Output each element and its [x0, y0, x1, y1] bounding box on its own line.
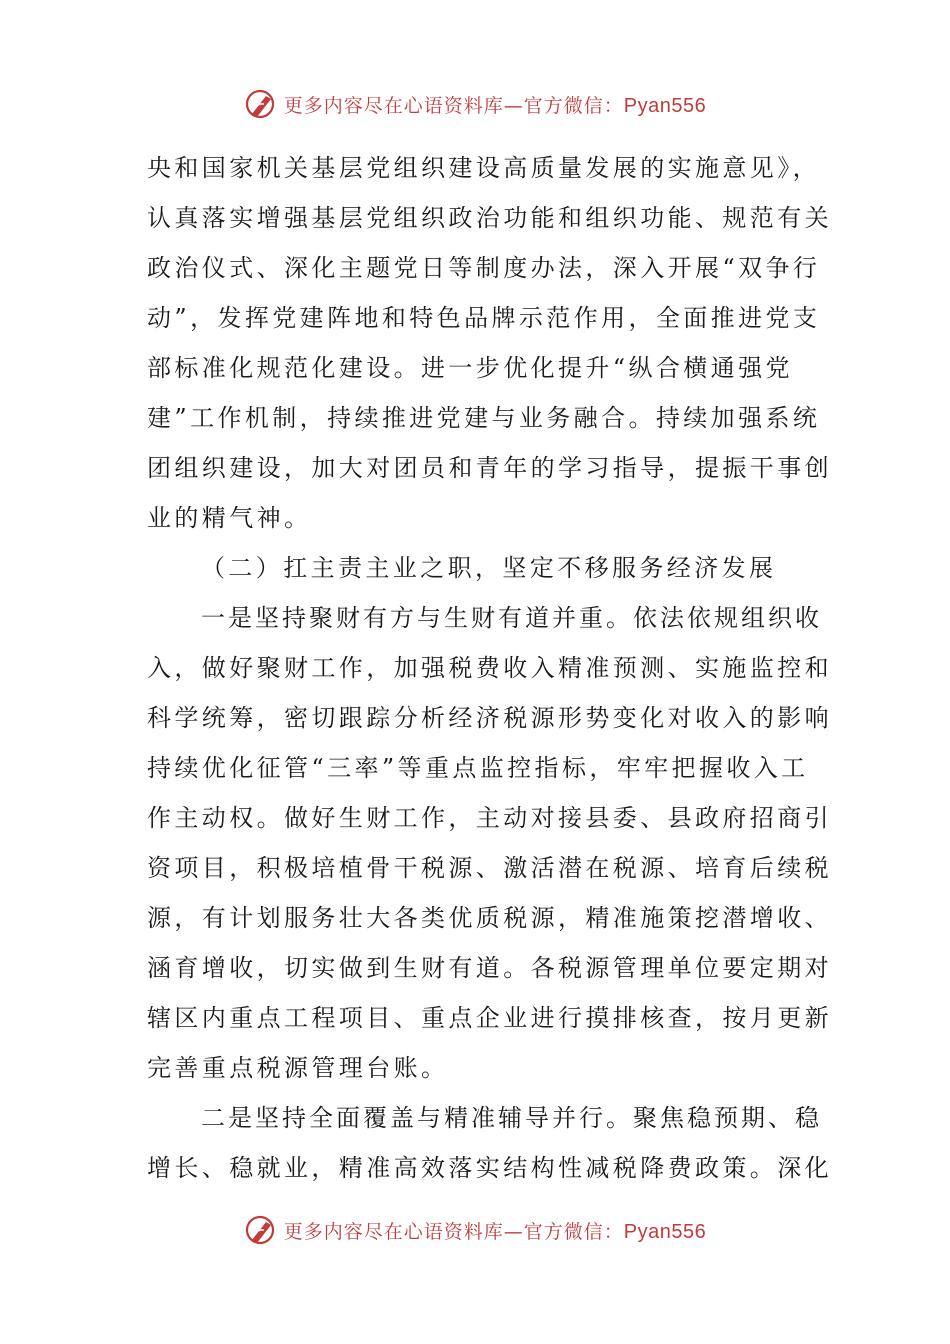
text-line: 一是坚持聚财有方与生财有道并重。依法依规组织收 [201, 604, 822, 632]
pen-logo-icon [244, 1213, 278, 1247]
header-banner [0, 84, 950, 124]
wechat-id: Pyan556 [623, 94, 707, 117]
text-line: 部标准化规范化建设。进一步优化提升“纵合横通强党 [147, 354, 793, 382]
text-line: 增长、稳就业，精准高效落实结构性减税降费政策。深化 [147, 1154, 832, 1182]
text-line: 央和国家机关基层党组织建设高质量发展的实施意见》， [147, 154, 820, 182]
text-line: 入，做好聚财工作，加强税费收入精准预测、实施监控和 [147, 654, 832, 682]
text-line: 业的精气神。 [147, 504, 312, 532]
wechat-id: Pyan556 [623, 1220, 707, 1243]
text-line: 涵育增收，切实做到生财有道。各税源管理单位要定期对 [147, 954, 832, 982]
footer-banner [0, 1210, 950, 1250]
banner-text: 更多内容尽在心语资料库—官方微信：Pyan556 [283, 1220, 707, 1243]
text-line: 团组织建设，加大对团员和青年的学习指导，提振干事创 [147, 454, 832, 482]
text-line: 科学统筹，密切跟踪分析经济税源形势变化对收入的影响 [147, 704, 832, 732]
text-line: 政治仪式、深化主题党日等制度办法，深入开展“双争行 [147, 254, 821, 282]
text-line: 动”，发挥党建阵地和特色品牌示范作用，全面推进党支 [147, 304, 821, 332]
text-line: 作主动权。做好生财工作，主动对接县委、县政府招商引 [147, 804, 832, 832]
section-heading: （二）扛主责主业之职，坚定不移服务经济发展 [201, 554, 777, 582]
banner-text: 更多内容尽在心语资料库—官方微信：Pyan556 [283, 94, 707, 117]
text-line: 源，有计划服务壮大各类优质税源，精准施策挖潜增收、 [147, 904, 832, 932]
pen-logo-icon [244, 87, 278, 121]
document-body [147, 143, 832, 1193]
text-line: 资项目，积极培植骨干税源、激活潜在税源、培育后续税 [147, 854, 832, 882]
text-line: 建”工作机制，持续推进党建与业务融合。持续加强系统 [147, 404, 821, 432]
text-line: 二是坚持全面覆盖与精准辅导并行。聚焦稳预期、稳 [201, 1104, 822, 1132]
text-line: 持续优化征管“三率”等重点监控指标，牢牢把握收入工 [147, 754, 809, 782]
text-line: 完善重点税源管理台账。 [147, 1054, 449, 1082]
text-line: 辖区内重点工程项目、重点企业进行摸排核查，按月更新 [147, 1004, 832, 1032]
text-line: 认真落实增强基层党组织政治功能和组织功能、规范有关 [147, 204, 832, 232]
